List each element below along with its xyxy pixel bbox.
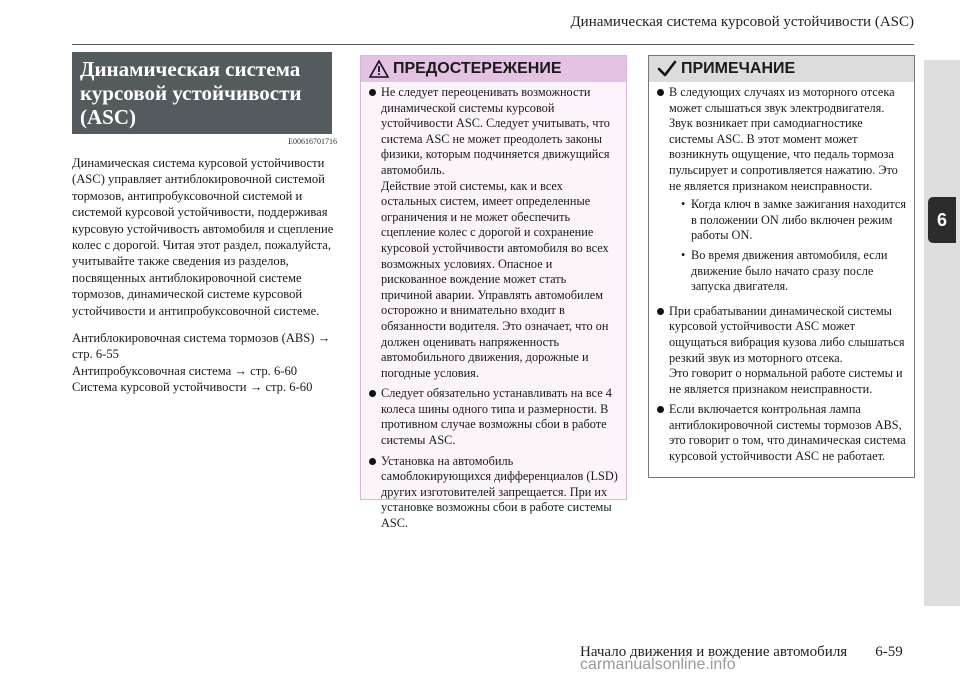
cross-reference: Система курсовой устойчивости → стр. 6-60 — [72, 380, 313, 395]
note-header — [649, 56, 914, 82]
note-item: При срабатывании динамической системы курсовой устойчивости ASC может ощущаться вибрация кузова либо слышаться резкий звук из моторного отсека. Это говорит о нормальной работе системы и не является признаком неисправности. — [657, 304, 906, 398]
chapter-side-tab — [924, 60, 960, 606]
warning-box — [360, 55, 627, 531]
note-item-continuation: Это говорит о нормальной работе системы и не является признаком неисправности. — [669, 366, 903, 396]
warning-triangle-icon — [369, 60, 389, 78]
watermark: carmanualsonline.info — [580, 656, 736, 673]
note-sub-item: • Когда ключ в замке зажигания находится в положении ON либо включен режим работы ON. — [681, 197, 906, 243]
running-header: Динамическая система курсовой устойчивости (ASC) — [570, 14, 914, 30]
note-sub-item: • Во время движения автомобиля, если движение было начато сразу после запуска двигателя. — [681, 247, 888, 294]
header-rule — [72, 44, 914, 45]
note-check-icon — [657, 60, 677, 78]
document-code: E00616701716 — [288, 137, 337, 146]
warning-title: ПРЕДОСТЕРЕЖЕНИЕ — [393, 60, 562, 77]
warning-item: Не следует переоценивать возможности динамической системы курсовой устойчивости ASC. Следует учитывать, что система ASC не может преодолеть законы физики, которым подчиняется движущийся автомобиль. Действие этой системы, как и всех остальных систем, имеет определенные ограничения и не может обеспечить сцепление колес с дорогой и сохранение курсовой устойчивости автомобиля во всех возможных условиях. Опасное и рискованное вождение может стать причиной аварии. Управлять автомобилем осторожно и внимательно входит в обязанности водителя. Это означает, что он должен оценивать напряженность автомобильного движения, дорожные и погодные условия. — [369, 85, 618, 381]
warning-item-continuation: Действие этой системы, как и всех остальных систем, имеет определенные ограничения и не может обеспечить сцепление колес с дорогой и сохранение курсовой устойчивости автомобиля во всех возможных условиях. Опасное и рискованное вождение может стать причиной аварии. Управлять автомобилем осторожно и внимательно входит в обязанности водителя. Это означает, что он должен оценивать напряженность автомобильного движения, дорожные и погодные условия. — [381, 178, 609, 380]
warning-header — [361, 56, 626, 82]
page-number: 6-59 — [875, 644, 903, 660]
warning-item: Следует обязательно устанавливать на все 4 колеса шины одного типа и размерности. В противном случае возможны сбои в работе системы ASC. — [369, 386, 618, 448]
note-title: ПРИМЕЧАНИЕ — [681, 60, 796, 77]
note-box — [648, 55, 915, 478]
warning-item: Установка на автомобиль самоблокирующихся дифференциалов (LSD) других изготовителей запрещается. При их установке возможны сбои в работе системы ASC. — [369, 454, 618, 532]
section-title: Динамическая система курсовой устойчивости (ASC) — [72, 52, 332, 134]
note-item: В следующих случаях из моторного отсека может слышаться звук электродвигателя. Звук возникает при самодиагностике системы ASC. В этот момент может возникнуть ощущение, что педаль тормоза пульсирует и сопротивляется нажатию. Это не является признаком неисправности. • Когда ключ в замке зажигания находится в положении ON либо включен режим работы ON. • Во время движения автомобиля, если движение было начато сразу после запуска двигателя. — [657, 85, 906, 299]
note-item: Если включается контрольная лампа антиблокировочной системы тормозов ABS, это говорит о том, что динамическая система курсовой устойчивости ASC не работает. — [657, 402, 906, 464]
cross-reference: Антипробуксовочная система → стр. 6-60 — [72, 363, 298, 378]
cross-reference: Антиблокировочная система тормозов (ABS) → стр. 6-55 — [72, 331, 331, 362]
section-body — [72, 155, 342, 396]
chapter-number: 6 — [928, 197, 956, 243]
intro-paragraph: Динамическая система курсовой устойчивости (ASC) управляет антиблокировочной системой тормозов, антипробуксовочной системой и системой курсовой устойчивости, поддерживая курсовую устойчивость автомобиля и сцепление колес с дорогой. Читая этот раздел, пожалуйста, учитывайте также сведения из разделов, посвященных антиблокировочной системе тормозов, динамической системе курсовой устойчивости и антипробуксовочной системе. — [72, 156, 334, 318]
footer-section: Начало движения и вождение автомобиля — [580, 644, 848, 660]
